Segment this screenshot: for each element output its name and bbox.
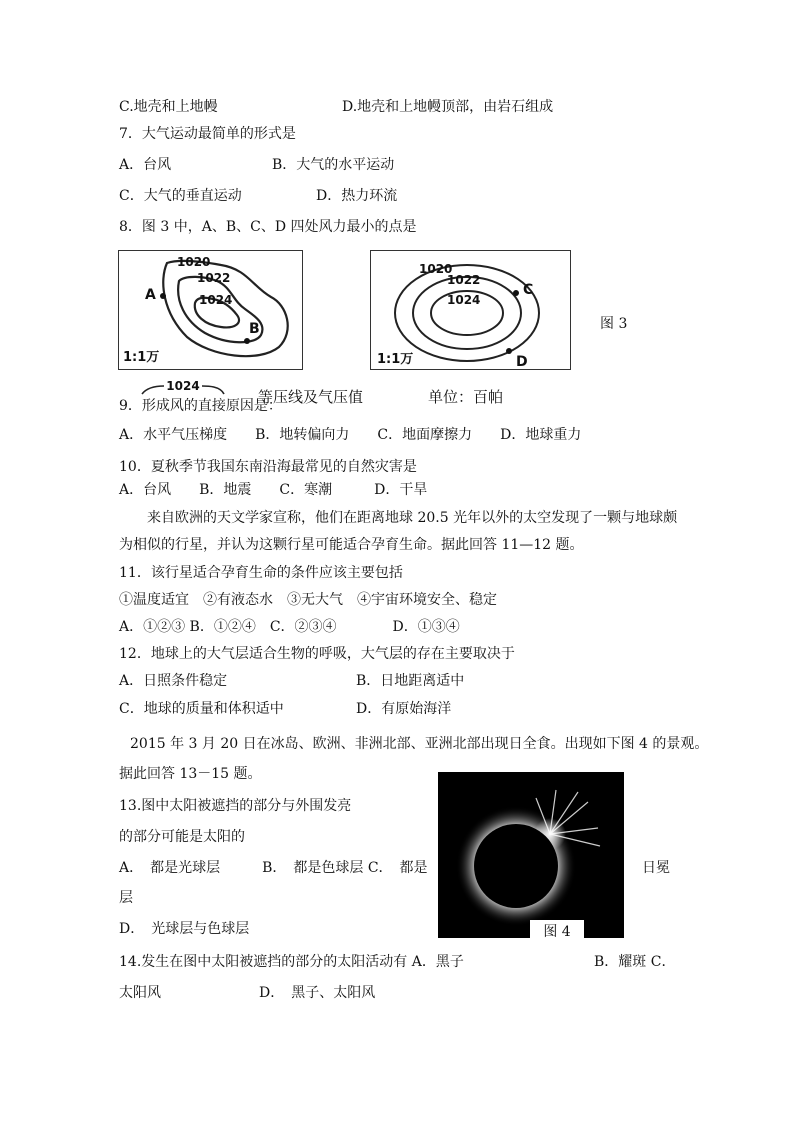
q12-stem: 12．地球上的大气层适合生物的呼吸，大气层的存在主要取决于 (119, 646, 515, 662)
q6-option-c: C.地壳和上地幔 (119, 99, 218, 115)
q7-option-d: D．热力环流 (316, 188, 398, 204)
q11-options: A．①②③ B．①②④ C．②③④ D．①③④ (119, 619, 460, 635)
q10-stem: 10．夏秋季节我国东南沿海最常见的自然灾害是 (119, 459, 417, 475)
scale-right: 1:1万 (377, 352, 414, 367)
q10-options: A．台风 B．地震 C．寒潮 D．干旱 (119, 482, 428, 498)
q12-option-b: B．日地距离适中 (356, 673, 465, 689)
passage2-line1: 2015 年 3 月 20 日在冰岛、欧洲、非洲北部、亚洲北部出现日全食。出现如下图 4 的景观。 (130, 736, 709, 752)
isobar-1022-right (413, 277, 521, 349)
label-1024-right: 1024 (447, 293, 481, 307)
label-1024-left: 1024 (199, 293, 233, 307)
point-b-marker (244, 338, 250, 344)
q11-conditions: ①温度适宜 ②有液态水 ③无大气 ④宇宙环境安全、稳定 (119, 592, 497, 608)
passage2-line2: 据此回答 13－15 题。 (119, 766, 262, 782)
label-1020-right: 1020 (419, 262, 453, 276)
figure4-caption: 图 4 (530, 920, 584, 944)
solar-eclipse-drawing (438, 772, 624, 938)
q12-option-a: A．日照条件稳定 (119, 673, 228, 689)
q7-option-b: B．大气的水平运动 (272, 157, 395, 173)
moon-disk (474, 824, 558, 908)
q13-option-c-tail: 日冕 (642, 860, 670, 876)
q12-option-d: D．有原始海洋 (356, 701, 452, 717)
q6-option-d: D.地壳和上地幔顶部，由岩石组成 (342, 99, 554, 115)
legend-text: 等压线及气压值 (258, 388, 364, 406)
point-c-marker (513, 290, 519, 296)
q7-option-c: C．大气的垂直运动 (119, 188, 242, 204)
q14-option-b: B．耀斑 C． (594, 954, 676, 970)
isobar-map-left (118, 250, 303, 370)
q11-stem: 11．该行星适合孕育生命的条件应该主要包括 (119, 565, 403, 581)
legend-value: 1024 (166, 379, 200, 393)
label-1022-right: 1022 (447, 273, 481, 287)
q9-options: A．水平气压梯度 B．地转偏向力 C．地面摩擦力 D．地球重力 (119, 427, 582, 443)
q13-stem-line2: 的部分可能是太阳的 (119, 829, 245, 845)
q8-stem: 8．图 3 中，A、B、C、D 四处风力最小的点是 (119, 219, 417, 235)
q7-option-a: A．台风 (119, 157, 172, 173)
point-d-label: D (516, 354, 528, 369)
q13-options: A． 都是光球层 B． 都是色球层 C． 都是 (119, 860, 428, 876)
label-1022-left: 1022 (197, 271, 231, 285)
point-a-marker (160, 293, 166, 299)
q13-option-c-wrap: 层 (119, 890, 133, 906)
legend-unit: 单位：百帕 (428, 388, 504, 406)
point-a-label: A (145, 287, 156, 303)
q14-line2: 太阳风 D． 黑子、太阳风 (119, 985, 376, 1001)
label-1020-left: 1020 (177, 255, 211, 269)
isobar-map-left-drawing (119, 251, 302, 369)
solar-eclipse-image (438, 772, 624, 938)
scale-left: 1:1万 (123, 350, 160, 365)
point-b-label: B (249, 321, 260, 337)
isobar-map-right (370, 250, 571, 370)
passage1-line2: 为相似的行星，并认为这颗行星可能适合孕育生命。据此回答 11—12 题。 (119, 537, 584, 553)
point-d-marker (506, 348, 512, 354)
figure3-caption: 图 3 (600, 316, 628, 332)
q13-option-d: D． 光球层与色球层 (119, 921, 250, 937)
passage1-line1: 来自欧洲的天文学家宣称，他们在距离地球 20.5 光年以外的太空发现了一颗与地球颇 (147, 510, 678, 526)
isobar-map-right-drawing (371, 251, 570, 369)
point-c-label: C (523, 282, 534, 298)
q7-stem: 7．大气运动最简单的形式是 (119, 126, 296, 142)
q13-stem-line1: 13.图中太阳被遮挡的部分与外围发亮 (119, 798, 352, 814)
q9-stem: 9．形成风的直接原因是： (119, 398, 282, 414)
q14-stem: 14.发生在图中太阳被遮挡的部分的太阳活动有 A．黑子 (119, 954, 464, 970)
q12-option-c: C．地球的质量和体积适中 (119, 701, 284, 717)
